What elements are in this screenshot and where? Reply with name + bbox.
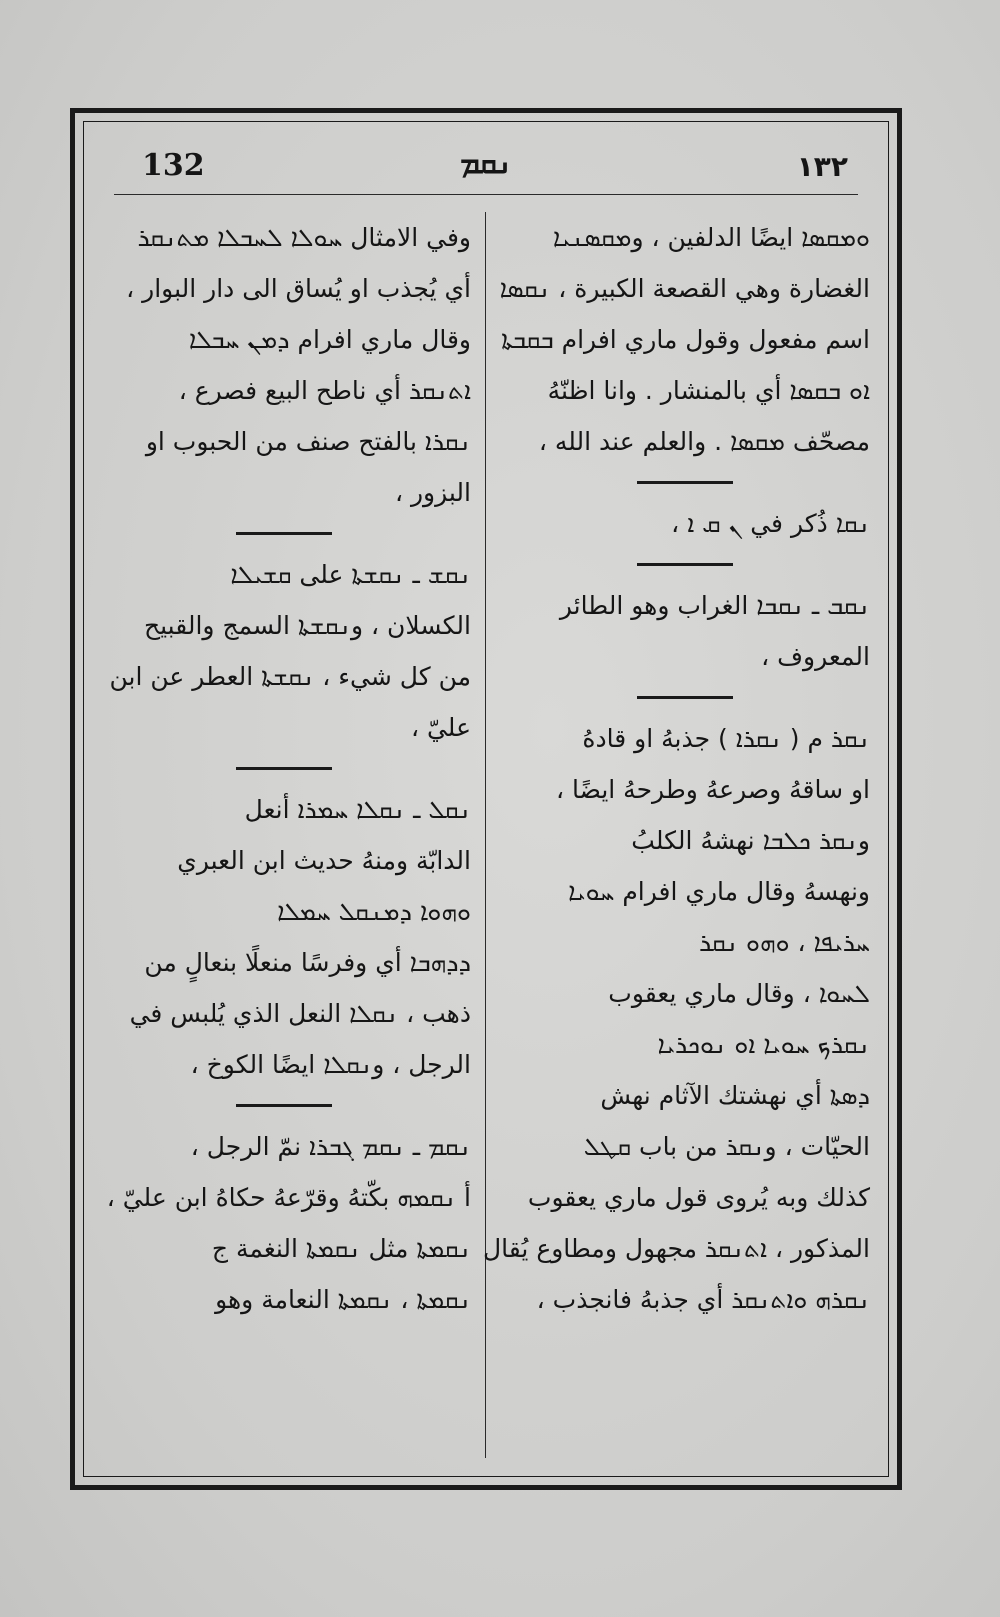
text-line: المعروف ، <box>761 642 870 671</box>
text-line: الحيّات ، وܢܩܪ من باب ܩܛܠ <box>583 1132 870 1161</box>
entry-separator <box>236 1104 332 1107</box>
text-line: كذلك وبه يُروى قول ماري يعقوب <box>527 1183 870 1212</box>
text-line: او ساقهُ وصرعهُ وطرحهُ ايضًا ، <box>556 775 870 804</box>
text-line: ܐܬܢܩܪ أي ناطح البيع فصرع ، <box>178 376 471 405</box>
entry-separator <box>637 563 733 566</box>
text-line: اسم مفعول وقول ماري افرام ܒܩܒܬܐ <box>501 325 870 354</box>
text-line: عليّ ، <box>410 713 471 742</box>
page-number-arabic: ١٣٢ <box>796 150 848 183</box>
text-line: وفي الامثال ܚܘܠܐ ܠܚܒܠܐ ܡܬܢܩܪ <box>137 223 471 252</box>
text-line: أي يُجذب او يُساق الى دار البوار ، <box>126 274 471 303</box>
text-line: ܘܡܩܣܐ ايضًا الدلفين ، وܡܩܣܢܝܐ <box>552 223 870 252</box>
right-column <box>482 212 870 1325</box>
text-line: ܢܩܡ ـ ܢܩܡ ܓܒܪܐ نمّ الرجل ، <box>190 1132 471 1161</box>
text-line: ܢܩܡܬܐ مثل ܢܩܡܬܐ النغمة ج <box>211 1234 471 1263</box>
entry-separator <box>637 696 733 699</box>
text-line: من كل شيء ، ܢܩܫܬܐ العطر عن ابن <box>109 662 471 691</box>
page-header <box>114 144 858 195</box>
text-line: ܢܩܐ ذُكر في ܢ ܩ ܐ ، <box>671 509 870 538</box>
entry-separator <box>637 481 733 484</box>
left-column <box>96 212 471 1325</box>
text-line: ܠܚܘܐ ، وقال ماري يعقوب <box>608 979 870 1008</box>
text-line: ܢܩܠ ـ ܢܩܠܐ ܚܡܪܐ أنعل <box>244 795 471 824</box>
page-frame <box>70 108 902 1490</box>
text-line: ذهب ، ܢܩܠܐ النعل الذي يُلبس في <box>129 999 471 1028</box>
text-line: الكسلان ، وܢܩܫܬܐ السمج والقبيح <box>143 611 471 640</box>
text-line: الغضارة وهي القصعة الكبيرة ، ܢܩܣܐ <box>499 274 870 303</box>
text-line: ܢܩܒ ـ ܢܩܒܐ الغراب وهو الطائر <box>559 591 870 620</box>
text-line: ܚܪܝܦܐ ، ܘܗܘ ܢܩܪ <box>699 928 870 957</box>
text-line: ܢܩܡܬܐ ، ܢܩܡܬܐ النعامة وهو <box>215 1285 471 1314</box>
text-line: وقال ماري افرام ܕܡܢ ܚܒܠܐ <box>188 325 471 354</box>
text-line: ܢܩܪܗ ܘܐܬܢܩܪ أي جذبهُ فانجذب ، <box>536 1285 870 1314</box>
text-line: أ ܢܩܡܗ بكّتهُ وقرّعهُ حكاهُ ابن عليّ ، <box>106 1183 471 1212</box>
page-frame-inner <box>83 121 889 1477</box>
text-line: ܕܕܗܒܐ أي وفرسًا منعلًا بنعالٍ من <box>144 948 471 977</box>
text-line: الدابّة ومنهُ حديث ابن العبري <box>177 846 471 875</box>
text-line: ܕܣܬܐ أي نهشتك الآثام نهش <box>600 1081 870 1110</box>
text-line: ܢܩܪ م ( ܢܩܪܐ ) جذبهُ او قادهُ <box>582 724 870 753</box>
text-line: الرجل ، وܢܩܠܐ ايضًا الكوخ ، <box>190 1050 471 1079</box>
text-line: المذكور ، ܐܬܢܩܪ مجهول ومطاوع يُقال <box>482 1234 870 1263</box>
text-line: ܢܩܪܐ بالفتح صنف من الحبوب او <box>145 427 471 456</box>
entry-separator <box>236 532 332 535</box>
text-line: ܐܘ ܒܩܣܐ أي بالمنشار . وانا اظنّهُ <box>547 376 870 405</box>
running-head-word: ܢܩܡ <box>460 146 512 181</box>
entry-separator <box>236 767 332 770</box>
text-line: ܢܩܪܟ ܚܘܝܐ ܐܘ ܢܘܟܪܝܐ <box>657 1030 870 1059</box>
text-line: ܢܩܫ ـ ܢܩܫܬܐ على ܩܫܝܠܐ <box>230 560 471 589</box>
text-line: ܘܗܘܐ ܕܡܢܩܠ ܚܡܠܐ <box>277 897 471 926</box>
text-line: البزور ، <box>394 478 471 507</box>
page-number-latin: 132 <box>142 148 205 183</box>
text-line: مصحّف ܡܩܣܐ . والعلم عند الله ، <box>538 427 870 456</box>
text-line: وܢܩܪ ܟܠܒܐ نهشهُ الكلبُ <box>631 826 870 855</box>
text-line: ونهسهُ وقال ماري افرام ܚܘܝܐ <box>568 877 870 906</box>
